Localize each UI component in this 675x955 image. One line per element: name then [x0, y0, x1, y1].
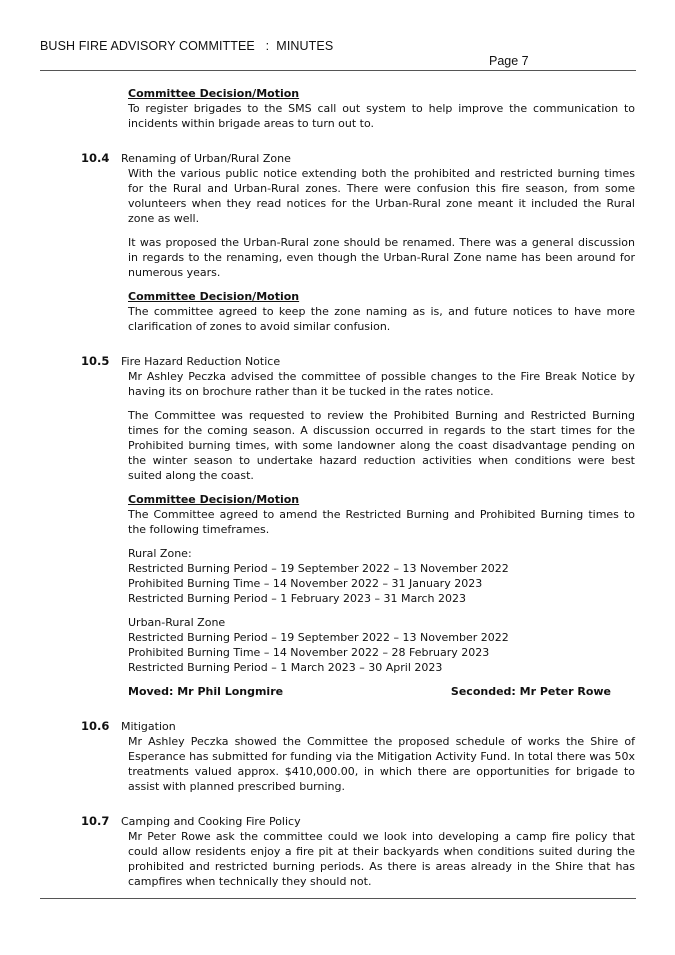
- section-title: Renaming of Urban/Rural Zone: [121, 152, 291, 165]
- minutes-content: [81, 86, 635, 889]
- section-number: 10.4: [81, 151, 110, 165]
- section-10-5: [81, 354, 635, 699]
- section-title: Fire Hazard Reduction Notice: [121, 355, 281, 368]
- paragraph: It was proposed the Urban-Rural zone should be renamed. There was a general discussion in regards to the renaming, even though the Urban-Rural Zone name has been around for numerous years.: [128, 236, 635, 279]
- timeframe-line: Prohibited Burning Time – 14 November 2022 – 31 January 2023: [128, 577, 483, 590]
- decision-heading: Committee Decision/Motion: [128, 87, 300, 100]
- intro-decision: [128, 86, 635, 131]
- section-10-4: [81, 151, 635, 334]
- zone-heading: Rural Zone:: [128, 547, 192, 560]
- paragraph: Mr Peter Rowe ask the committee could we look into developing a camp fire policy that could allow residents enjoy a fire pit at their backyards when conditions suited during the prohibited and restricted burning periods. As there is areas already in the Shire that has campfires when technically they should not.: [128, 830, 635, 888]
- moved-by: Moved: Mr Phil Longmire: [128, 685, 284, 698]
- timeframe-line: Restricted Burning Period – 1 February 2023 – 31 March 2023: [128, 592, 467, 605]
- decision-text: To register brigades to the SMS call out system to help improve the communication to incidents within brigade areas to turn out to.: [128, 102, 635, 130]
- motion-movers: [128, 684, 635, 699]
- paragraph: Mr Ashley Peczka showed the Committee the proposed schedule of works the Shire of Esperance has submitted for funding via the Mitigation Activity Fund. In total there was 50x treatments valued approx. $410,000.00, in which there are opportunities for brigade to assist with planned prescribed burning.: [128, 735, 635, 793]
- timeframe-line: Restricted Burning Period – 19 September 2022 – 13 November 2022: [128, 562, 509, 575]
- seconded-by: Seconded: Mr Peter Rowe: [450, 685, 611, 698]
- section-10-7: [81, 814, 635, 889]
- timeframe-line: Prohibited Burning Time – 14 November 2022 – 28 February 2023: [128, 646, 490, 659]
- decision-heading: Committee Decision/Motion: [128, 493, 300, 506]
- section-number: 10.6: [81, 719, 110, 733]
- header-rule: [40, 70, 636, 71]
- decision-text: The Committee agreed to amend the Restricted Burning and Prohibited Burning times to the following timeframes.: [128, 508, 635, 536]
- zone-heading: Urban-Rural Zone: [128, 616, 226, 629]
- section-number: 10.5: [81, 354, 110, 368]
- footer-rule: [40, 898, 636, 899]
- section-title: Mitigation: [121, 720, 176, 733]
- header-title: BUSH FIRE ADVISORY COMMITTEE : MINUTES: [40, 39, 334, 53]
- page-number: Page 7: [489, 54, 529, 68]
- decision-heading: Committee Decision/Motion: [128, 290, 300, 303]
- section-10-6: [81, 719, 635, 794]
- timeframe-line: Restricted Burning Period – 19 September 2022 – 13 November 2022: [128, 631, 509, 644]
- section-title: Camping and Cooking Fire Policy: [121, 815, 301, 828]
- decision-text: The committee agreed to keep the zone naming as is, and future notices to have more clarification of zones to avoid similar confusion.: [128, 305, 635, 333]
- section-number: 10.7: [81, 814, 110, 828]
- paragraph: Mr Ashley Peczka advised the committee of possible changes to the Fire Break Notice by having its on brochure rather than it be tucked in the rates notice.: [128, 370, 635, 398]
- paragraph: With the various public notice extending both the prohibited and restricted burning times for the Rural and Urban-Rural zones. There were confusion this fire season, from some volunteers when they read notices for the Urban-Rural zone meant it included the Rural zone as well.: [128, 167, 635, 225]
- timeframe-line: Restricted Burning Period – 1 March 2023 – 30 April 2023: [128, 661, 443, 674]
- paragraph: The Committee was requested to review the Prohibited Burning and Restricted Burning times for the coming season. A discussion occurred in regards to the start times for the Prohibited burning times, with some landowner along the coast disadvantage pending on the winter season to undertake hazard reduction activities when conditions were best suited along the coast.: [128, 409, 635, 482]
